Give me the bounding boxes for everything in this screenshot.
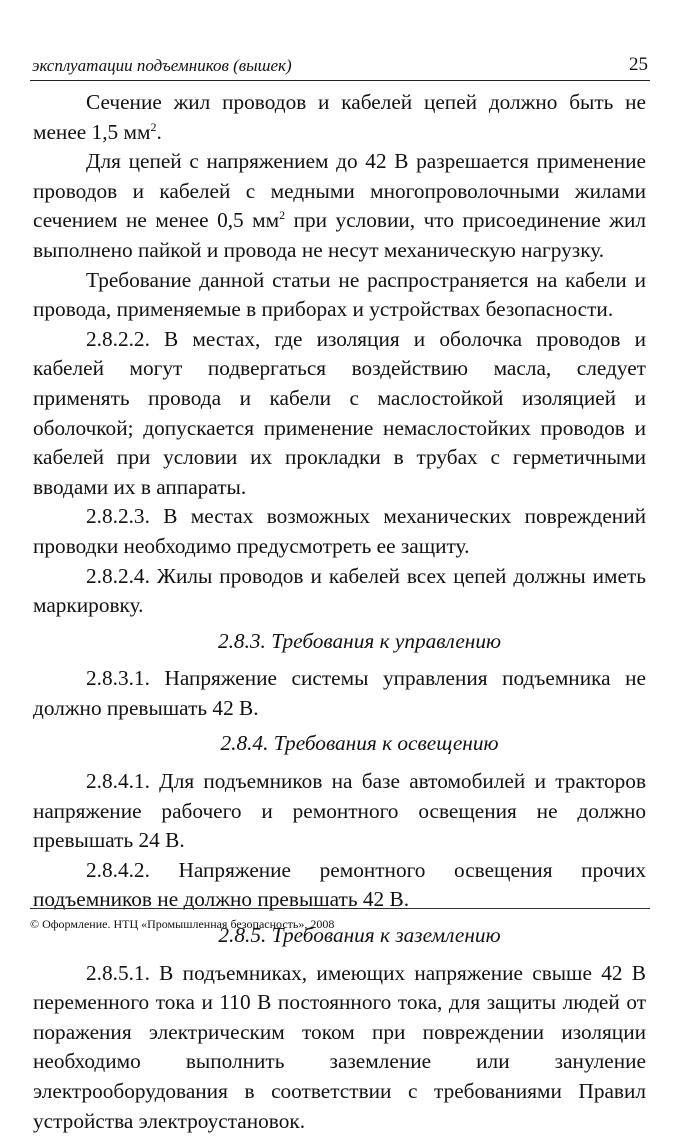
superscript: 2	[150, 119, 157, 134]
paragraph-2-8-3-1: 2.8.3.1. Напряжение системы управления подъемника не должно превышать 42 В.	[33, 666, 646, 720]
copyright-notice: © Оформление. НТЦ «Промышленная безопасность», 2008	[30, 917, 335, 931]
paragraph-low-voltage-circuits	[33, 147, 646, 265]
paragraph-2-8-5-1: 2.8.5.1. В подъемниках, имеющих напряжение свыше 42 В переменного тока и 110 В постоянного тока, для защиты людей от поражения электрическим током при повреждении изоляции необходимо выполнить заземление или зануление электрооборудования в соответствии с требованиями Правил устройства электроустановок.	[33, 960, 646, 1133]
page-body	[33, 88, 646, 1136]
page-number: 25	[629, 54, 648, 75]
paragraph-exception: Требование данной статьи не распространяется на кабели и провода, применяемые в приборах и устройствах безопасности.	[33, 267, 646, 322]
paragraph-text: Для цепей с напряжением до 42 В разрешается применение проводов и кабелей с медными многопроволочными жилами сечением не менее 0,5 мм	[33, 149, 646, 233]
paragraph-text: Сечение жил проводов и кабелей цепей должно быть не менее 1,5 мм	[33, 90, 646, 144]
paragraph-text: при условии, что присоединение жил выполнено пайкой и провода не несут механическую нагрузку.	[33, 208, 647, 262]
paragraph-2-8-4-1: 2.8.4.1. Для подъемников на базе автомобилей и тракторов напряжение рабочего и ремонтного освещения не должно превышать 24 В.	[33, 769, 646, 853]
page-footer	[30, 908, 650, 932]
section-heading-grounding: 2.8.5. Требования к заземлению	[218, 923, 501, 948]
running-header	[30, 52, 650, 81]
superscript: 2	[279, 208, 286, 223]
paragraph-2-8-2-3: 2.8.2.3. В местах возможных механических повреждений проводки необходимо предусмотреть ее защиту.	[33, 504, 646, 558]
paragraph-2-8-2-2: 2.8.2.2. В местах, где изоляция и оболочка проводов и кабелей могут подвергаться воздействию масла, следует применять провода и кабели с маслостойкой изоляцией и оболочкой; допускается применение немаслостойких проводов и кабелей при условии их прокладки в трубах с герметичными вводами их в аппараты.	[33, 326, 646, 499]
paragraph-2-8-2-4: 2.8.2.4. Жилы проводов и кабелей всех цепей должны иметь маркировку.	[33, 563, 646, 618]
section-heading-lighting: 2.8.4. Требования к освещению	[220, 731, 499, 756]
paragraph-text: .	[156, 119, 162, 144]
section-heading-control: 2.8.3. Требования к управлению	[217, 628, 502, 653]
paragraph-2-8-4-2: 2.8.4.2. Напряжение ремонтного освещения прочих подъемников не должно превышать 42 В.	[33, 857, 646, 912]
paragraph-wire-section	[33, 88, 646, 147]
running-title: эксплуатации подъемников (вышек)	[32, 56, 292, 75]
